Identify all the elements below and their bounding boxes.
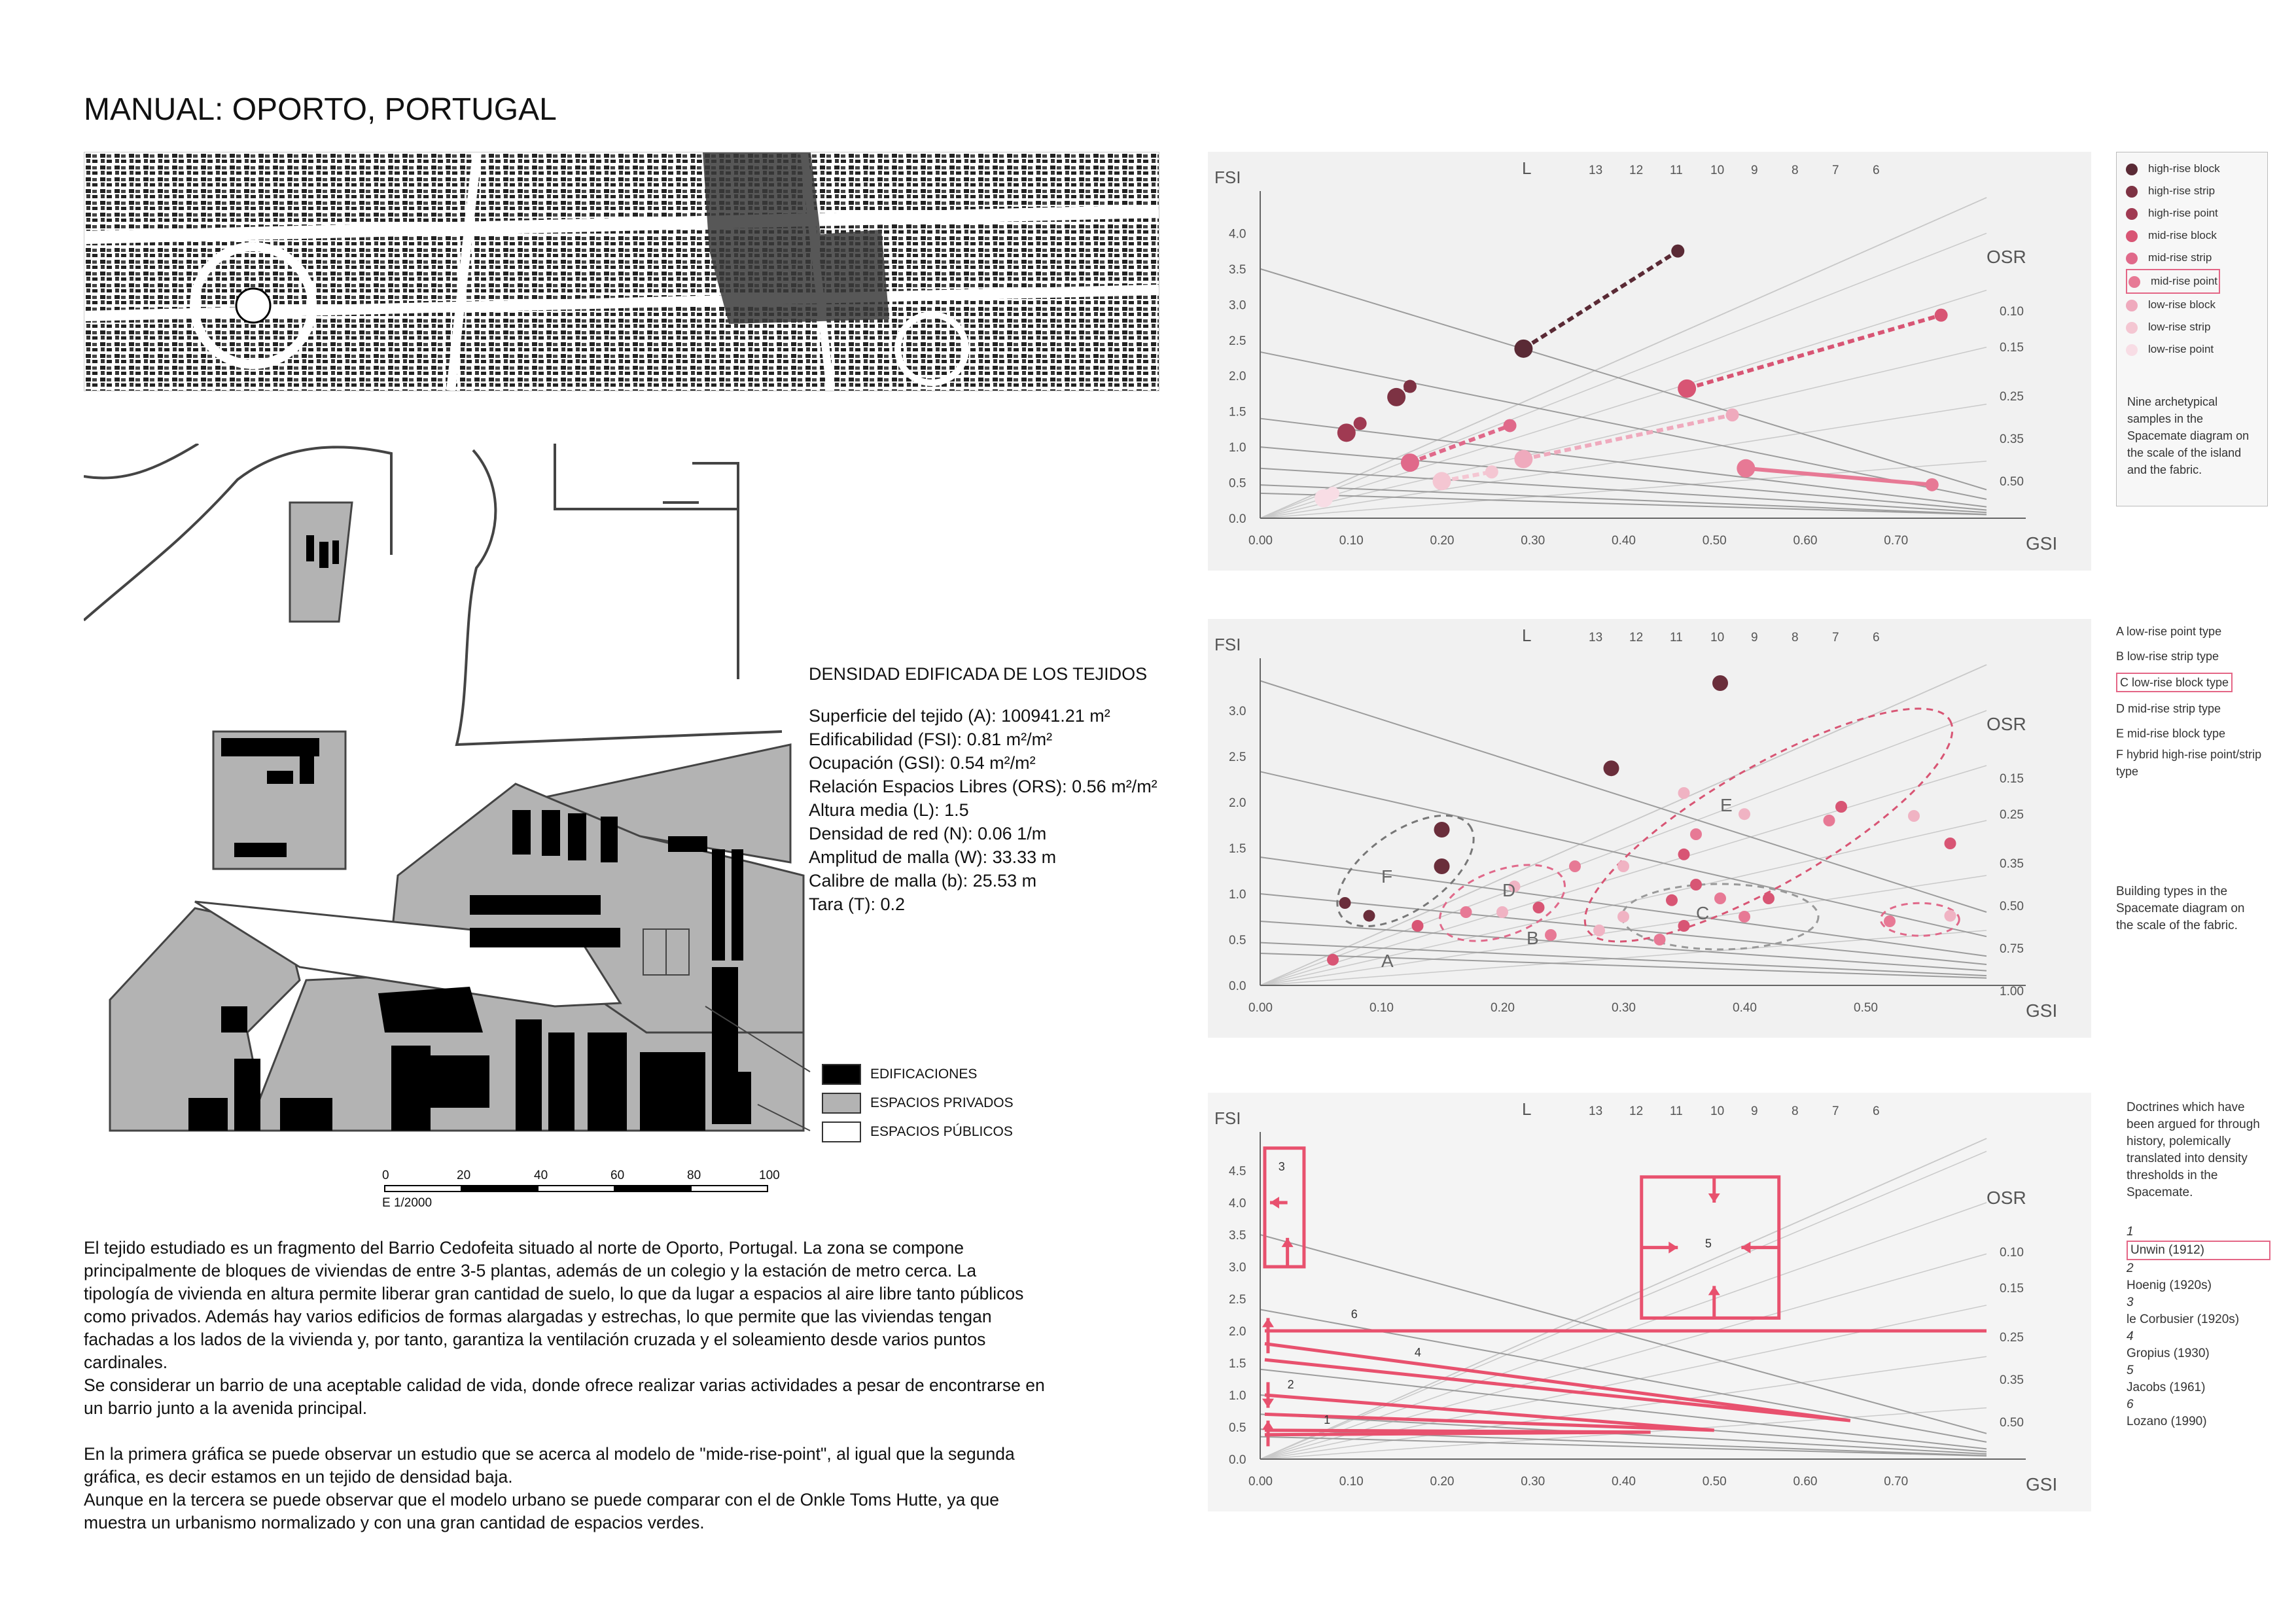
- description-paragraph: El tejido estudiado es un fragmento del Barrio Cedofeita situado al norte de Oporto, Portugal. La zona se compone principalmente de bloques de viviendas de entre 3-5 plantas, además de un colegio y la estación de metro cerca. La tipología de vivienda en altura permite liberar gran cantidad de suelo, lo que da lugar a espacios al aire libre tanto públicos como privados. Además hay varios edificios de formas alargadas y estrechas, lo que permite que las viviendas tengan fachadas a los lados de la vivienda y, por tanto, garantiza la ventilación cruzada y el soleamiento desde varios puntos cardinales.: [84, 1238, 1024, 1372]
- data-point: [1712, 675, 1728, 691]
- l-label: 8: [1792, 1104, 1799, 1118]
- density-line: Altura media (L): 1.5: [809, 800, 969, 820]
- legend-label: EDIFICACIONES: [870, 1067, 978, 1082]
- scale-tick: 60: [610, 1169, 625, 1182]
- y-tick-label: 1.0: [1229, 441, 1246, 455]
- data-point: [1354, 417, 1367, 430]
- threshold-shape: [1265, 1344, 1850, 1421]
- data-point: [1326, 487, 1339, 500]
- y-tick-label: 0.0: [1229, 512, 1246, 526]
- l-fan-line: [1260, 1152, 1987, 1459]
- spacemate-chart-1: [1208, 152, 2091, 571]
- osr-tick-label: 1.00: [2000, 985, 2024, 998]
- legend-label: ESPACIOS PÚBLICOS: [870, 1124, 1013, 1139]
- legend-label: high-rise strip: [2148, 185, 2216, 197]
- description-paragraph: Se considerar un barrio de una aceptable calidad de vida, donde ofrece realizar varias actividades a pesar de encontrarse en un barrio junto a la avenida principal.: [84, 1375, 1045, 1418]
- l-fan-line: [1260, 711, 1987, 985]
- osr-tick-label: 0.25: [2000, 390, 2024, 404]
- l-label: 8: [1792, 164, 1799, 177]
- osr-tick-label: 0.15: [2000, 341, 2024, 355]
- y-tick-label: 1.5: [1229, 1357, 1246, 1371]
- data-point: [1533, 902, 1545, 913]
- x-tick-label: 0.00: [1248, 534, 1273, 548]
- data-point: [1434, 822, 1450, 838]
- legend-entry: [2126, 294, 2220, 316]
- y-tick-label: 1.5: [1229, 842, 1246, 856]
- y-axis-label: FSI: [1214, 635, 1241, 654]
- chart2-note: Building types in the Spacemate diagram on the scale of the fabric.: [2116, 885, 2245, 932]
- legend-entry: B low-rise strip type: [2116, 650, 2219, 663]
- page-title: MANUAL: OPORTO, PORTUGAL: [84, 92, 557, 127]
- osr-axis-label: OSR: [1987, 714, 2026, 734]
- chart3-note: Doctrines which have been argued for through history, polemically translated into density thresholds in the Spacemate.: [2127, 1101, 2260, 1199]
- legend-entry: [2126, 269, 2220, 294]
- legend-entry: [2126, 247, 2220, 269]
- legend-label: ESPACIOS PRIVADOS: [870, 1095, 1014, 1110]
- doctrine-index: 1: [2127, 1225, 2134, 1239]
- density-line: Edificabilidad (FSI): 0.81 m²/m²: [809, 730, 1053, 749]
- legend-entry: [2126, 338, 2220, 361]
- osr-tick-label: 0.15: [2000, 1282, 2024, 1296]
- aerial-map: [84, 152, 1159, 391]
- data-point: [1545, 929, 1557, 941]
- legend-label: low-rise block: [2148, 298, 2216, 311]
- data-point: [1926, 478, 1939, 491]
- osr-tick-label: 0.15: [2000, 772, 2024, 786]
- legend-label: low-rise point: [2148, 343, 2214, 355]
- l-label: 7: [1832, 164, 1839, 177]
- data-point: [1739, 808, 1750, 820]
- legend-entry: A low-rise point type: [2116, 625, 2222, 638]
- osr-tick-label: 0.25: [2000, 808, 2024, 822]
- cluster-label: A: [1381, 951, 1394, 971]
- l-label: L: [1522, 626, 1532, 645]
- density-line: Relación Espacios Libres (ORS): 0.56 m²/m²: [809, 777, 1157, 796]
- x-tick-label: 0.20: [1430, 534, 1455, 548]
- data-point: [1737, 459, 1755, 478]
- l-label: 10: [1710, 1104, 1725, 1118]
- legend-marker: [2126, 300, 2138, 311]
- legend-entry: [2126, 224, 2220, 247]
- y-tick-label: 3.5: [1229, 1229, 1246, 1243]
- data-point: [1434, 858, 1450, 874]
- data-point: [1404, 380, 1417, 393]
- y-tick-label: 1.0: [1229, 888, 1246, 902]
- l-fan-line: [1260, 665, 1987, 985]
- legend-marker: [2126, 253, 2138, 264]
- chart3-legend-panel: [2127, 1099, 2277, 1453]
- l-label: 6: [1873, 164, 1880, 177]
- scale-tick: 20: [457, 1169, 471, 1182]
- x-tick-label: 0.70: [1884, 534, 1909, 548]
- l-label: 8: [1792, 631, 1799, 644]
- density-line: Densidad de red (N): 0.06 1/m: [809, 824, 1047, 843]
- l-fan-line: [1260, 1305, 1987, 1459]
- data-point: [1485, 465, 1498, 478]
- y-tick-label: 3.0: [1229, 298, 1246, 313]
- l-fan-line: [1260, 291, 1987, 518]
- x-axis-label: GSI: [2026, 533, 2058, 554]
- osr-tick-label: 0.50: [2000, 1416, 2024, 1430]
- x-tick-label: 0.40: [1612, 534, 1636, 548]
- osr-tick-label: 0.35: [2000, 432, 2024, 446]
- scale-tick: 100: [759, 1169, 780, 1182]
- l-label: 11: [1670, 631, 1683, 644]
- data-point: [1690, 879, 1702, 891]
- arrow-head: [1669, 1242, 1678, 1254]
- arrow-head: [1262, 1421, 1274, 1430]
- doctrine-number: 1: [1324, 1413, 1331, 1427]
- y-tick-label: 2.0: [1229, 796, 1246, 810]
- y-tick-label: 1.0: [1229, 1389, 1246, 1403]
- l-label: 7: [1832, 1104, 1839, 1118]
- y-tick-label: 0.0: [1229, 980, 1246, 993]
- osr-line: [1260, 953, 1987, 978]
- legend-swatch-white: [822, 1121, 861, 1142]
- data-point: [1824, 815, 1835, 826]
- data-point: [1496, 906, 1508, 918]
- series-line: [1746, 468, 1932, 485]
- data-point: [1678, 380, 1696, 398]
- density-line: Amplitud de malla (W): 33.33 m: [809, 847, 1057, 867]
- legend-buildings: [822, 1060, 1014, 1089]
- osr-axis-label: OSR: [1987, 1188, 2026, 1208]
- data-point: [1835, 801, 1847, 813]
- l-label: 13: [1589, 1104, 1603, 1118]
- legend-marker: [2126, 322, 2138, 334]
- x-tick-label: 0.40: [1612, 1475, 1636, 1489]
- legend-entry: C low-rise block type: [2116, 673, 2233, 692]
- data-point: [1617, 860, 1629, 872]
- doctrine-name: Jacobs (1961): [2127, 1381, 2206, 1394]
- osr-line: [1260, 468, 1987, 513]
- data-point: [1763, 892, 1775, 904]
- osr-line: [1260, 352, 1987, 499]
- data-point: [1714, 892, 1726, 904]
- data-point: [1514, 340, 1532, 358]
- doctrine-index: 2: [2127, 1262, 2134, 1275]
- data-point: [1690, 828, 1702, 840]
- data-point: [1654, 934, 1666, 945]
- legend-entry: D mid-rise strip type: [2116, 702, 2221, 715]
- legend-marker: [2126, 208, 2138, 220]
- l-fan-line: [1260, 766, 1987, 985]
- legend-label: mid-rise block: [2148, 229, 2217, 241]
- data-point: [1908, 810, 1920, 822]
- l-label: 7: [1832, 631, 1839, 644]
- doctrine-number: 2: [1287, 1378, 1294, 1392]
- arrow-head: [1708, 1286, 1720, 1295]
- cluster-label: B: [1527, 928, 1539, 948]
- legend-entry: [2126, 158, 2220, 180]
- legend-public: [822, 1118, 1014, 1146]
- data-point: [1604, 760, 1619, 776]
- l-label: 6: [1873, 631, 1880, 644]
- data-point: [1401, 453, 1419, 472]
- data-point: [1593, 925, 1605, 936]
- legend-label: mid-rise point: [2151, 275, 2218, 287]
- series-line: [1523, 251, 1678, 349]
- doctrine-number: 3: [1278, 1160, 1285, 1173]
- y-tick-label: 0.5: [1229, 476, 1246, 491]
- description-paragraph: En la primera gráfica se puede observar un estudio que se acerca al modelo de "mide-rise-point", al igual que la segunda gráfica, es decir estamos en un tejido de densidad baja.: [84, 1444, 1015, 1487]
- cluster-label: C: [1696, 903, 1710, 924]
- y-tick-label: 0.0: [1229, 1453, 1246, 1467]
- l-label: L: [1522, 1099, 1532, 1119]
- legend-marker: [2126, 186, 2138, 198]
- data-point: [1327, 954, 1339, 966]
- density-line: Ocupación (GSI): 0.54 m²/m²: [809, 753, 1036, 773]
- doctrine-name: Gropius (1930): [2127, 1347, 2210, 1360]
- x-tick-label: 0.60: [1793, 1475, 1818, 1489]
- scale-tick: 0: [382, 1169, 389, 1182]
- data-point: [1678, 920, 1690, 932]
- x-tick-label: 0.40: [1733, 1001, 1757, 1015]
- spacemate-chart-3: [1208, 1093, 2091, 1511]
- x-tick-label: 0.00: [1248, 1475, 1273, 1489]
- x-axis-label: GSI: [2026, 1000, 2058, 1021]
- doctrine-index: 3: [2127, 1296, 2134, 1309]
- l-fan-line: [1260, 347, 1987, 518]
- l-label: L: [1522, 158, 1532, 178]
- chart1-legend: [2126, 158, 2220, 361]
- data-point: [1617, 911, 1629, 923]
- osr-tick-label: 0.75: [2000, 942, 2024, 956]
- density-line: Calibre de malla (b): 25.53 m: [809, 871, 1037, 891]
- legend-label: low-rise strip: [2148, 321, 2211, 333]
- y-tick-label: 4.0: [1229, 1197, 1246, 1210]
- l-label: 13: [1589, 164, 1603, 177]
- data-point: [1412, 920, 1424, 932]
- x-tick-label: 0.50: [1702, 1475, 1727, 1489]
- doctrine-index: 6: [2127, 1398, 2134, 1411]
- y-tick-label: 0.5: [1229, 1421, 1246, 1435]
- data-point: [1678, 849, 1690, 860]
- data-point: [1935, 309, 1948, 322]
- chart3-legend: [2127, 1224, 2270, 1430]
- data-point: [1364, 910, 1375, 922]
- legend-swatch-black: [822, 1064, 861, 1085]
- x-tick-label: 0.10: [1369, 1001, 1394, 1015]
- data-point: [1514, 450, 1532, 468]
- legend-marker: [2126, 344, 2138, 356]
- osr-line: [1260, 419, 1987, 507]
- l-fan-line: [1260, 821, 1987, 985]
- doctrine-name: Lozano (1990): [2127, 1415, 2207, 1428]
- l-label: 10: [1710, 631, 1725, 644]
- x-tick-label: 0.30: [1612, 1001, 1636, 1015]
- l-label: 12: [1629, 631, 1644, 644]
- arrow-head: [1708, 1193, 1720, 1203]
- map-legend: [822, 1060, 1014, 1146]
- scale-label: E 1/2000: [382, 1196, 433, 1210]
- legend-marker: [2128, 276, 2140, 288]
- osr-line: [1260, 1369, 1987, 1449]
- legend-entry: [2126, 316, 2220, 338]
- legend-label: high-rise point: [2148, 207, 2218, 219]
- scale-tick: 80: [687, 1169, 701, 1182]
- x-tick-label: 0.20: [1430, 1475, 1455, 1489]
- data-point: [1504, 419, 1517, 432]
- site-plan: [84, 444, 817, 1139]
- l-label: 9: [1751, 631, 1758, 644]
- series-line: [1687, 315, 1941, 389]
- x-tick-label: 0.70: [1884, 1475, 1909, 1489]
- y-tick-label: 3.0: [1229, 705, 1246, 718]
- cluster-outline: [1318, 794, 1492, 948]
- y-tick-label: 2.5: [1229, 1293, 1246, 1307]
- arrow-head: [1262, 1399, 1274, 1408]
- l-label: 6: [1873, 1104, 1880, 1118]
- chart1-legend-panel: [2116, 152, 2268, 506]
- cluster-label: E: [1720, 795, 1733, 815]
- cluster-label: F: [1381, 866, 1393, 887]
- l-fan-line: [1260, 1139, 1987, 1459]
- x-tick-label: 0.50: [1702, 534, 1727, 548]
- y-tick-label: 2.0: [1229, 370, 1246, 384]
- doctrine-number: 4: [1414, 1346, 1421, 1360]
- osr-line: [1260, 493, 1987, 515]
- spacemate-chart-2: [1208, 619, 2091, 1038]
- legend-swatch-grey: [822, 1093, 861, 1114]
- data-point: [1387, 388, 1405, 406]
- osr-axis-label: OSR: [1987, 247, 2026, 267]
- osr-tick-label: 0.35: [2000, 857, 2024, 871]
- osr-line: [1260, 1437, 1987, 1456]
- data-point: [1739, 911, 1750, 923]
- description-paragraph: Aunque en la tercera se puede observar que el modelo urbano se puede comparar con el de Onkle Toms Hutte, ya que muestra un urbanismo normalizado y con una gran cantidad de espacios verdes.: [84, 1490, 1000, 1532]
- density-line: Tara (T): 0.2: [809, 894, 906, 914]
- y-axis-label: FSI: [1214, 168, 1241, 187]
- l-label: 10: [1710, 164, 1725, 177]
- y-tick-label: 3.0: [1229, 1261, 1246, 1275]
- y-tick-label: 0.5: [1229, 934, 1246, 947]
- y-tick-label: 4.5: [1229, 1165, 1246, 1178]
- y-tick-label: 2.0: [1229, 1325, 1246, 1339]
- series-line: [1523, 415, 1732, 459]
- chart2-legend: [2116, 619, 2273, 780]
- x-axis-label: GSI: [2026, 1474, 2058, 1494]
- data-point: [1726, 408, 1739, 421]
- x-tick-label: 0.50: [1854, 1001, 1878, 1015]
- x-tick-label: 0.30: [1521, 534, 1545, 548]
- legend-marker: [2126, 230, 2138, 242]
- density-panel: [809, 662, 1188, 916]
- x-tick-label: 0.30: [1521, 1475, 1545, 1489]
- l-fan-line: [1260, 875, 1987, 985]
- scale-bar: [382, 1171, 788, 1210]
- data-point: [1671, 245, 1684, 258]
- data-point: [1666, 894, 1678, 906]
- cluster-outline: [1558, 669, 1979, 981]
- osr-tick-label: 0.25: [2000, 1331, 2024, 1345]
- y-tick-label: 2.5: [1229, 334, 1246, 348]
- arrow-head: [1262, 1318, 1274, 1327]
- legend-entry: E mid-rise block type: [2116, 727, 2226, 740]
- osr-tick-label: 0.50: [2000, 475, 2024, 489]
- l-label: 9: [1751, 164, 1758, 177]
- y-axis-label: FSI: [1214, 1108, 1241, 1128]
- legend-private: [822, 1089, 1014, 1118]
- doctrine-name: le Corbusier (1920s): [2127, 1313, 2240, 1326]
- description: [84, 1237, 1046, 1557]
- doctrine-number: 6: [1351, 1307, 1358, 1321]
- osr-tick-label: 0.10: [2000, 305, 2024, 319]
- scale-tick: 40: [534, 1169, 548, 1182]
- y-tick-label: 1.5: [1229, 405, 1246, 419]
- osr-line: [1260, 943, 1987, 976]
- data-point: [1945, 910, 1956, 922]
- x-tick-label: 0.10: [1339, 534, 1364, 548]
- data-point: [1337, 423, 1356, 442]
- l-label: 13: [1589, 631, 1603, 644]
- arrow-head: [1741, 1242, 1750, 1254]
- doctrine-number: 5: [1704, 1237, 1712, 1250]
- arrow-head: [1282, 1238, 1294, 1247]
- y-tick-label: 4.0: [1229, 227, 1246, 241]
- data-point: [1884, 915, 1896, 927]
- cluster-label: D: [1502, 880, 1516, 901]
- x-tick-label: 0.00: [1248, 1001, 1273, 1015]
- doctrine-name: Unwin (1912): [2127, 1241, 2270, 1260]
- osr-tick-label: 0.50: [2000, 900, 2024, 913]
- legend-entry: [2126, 202, 2220, 224]
- legend-label: mid-rise strip: [2148, 251, 2212, 264]
- l-fan-line: [1260, 930, 1987, 985]
- arrow-head: [1270, 1197, 1279, 1209]
- doctrine-index: 5: [2127, 1364, 2134, 1377]
- l-label: 9: [1751, 1104, 1758, 1118]
- legend-label: high-rise block: [2148, 162, 2220, 175]
- x-tick-label: 0.60: [1793, 534, 1818, 548]
- osr-tick-label: 0.35: [2000, 1373, 2024, 1387]
- data-point: [1678, 787, 1690, 799]
- data-point: [1339, 897, 1351, 909]
- legend-marker: [2126, 164, 2138, 175]
- data-point: [1433, 472, 1451, 490]
- doctrine-index: 4: [2127, 1330, 2134, 1343]
- y-tick-label: 2.5: [1229, 750, 1246, 764]
- chart1-note: Nine archetypical samples in the Spacemate diagram on the scale of the island and the fabric.: [2127, 395, 2250, 476]
- x-tick-label: 0.20: [1491, 1001, 1515, 1015]
- y-tick-label: 3.5: [1229, 262, 1246, 277]
- legend-entry: [2126, 180, 2220, 202]
- data-point: [1569, 860, 1581, 872]
- legend-entry: F hybrid high-rise point/strip type: [2116, 748, 2262, 778]
- data-point: [1460, 906, 1472, 918]
- data-point: [1945, 838, 1956, 849]
- osr-tick-label: 0.10: [2000, 1246, 2024, 1260]
- chart2-legend-panel: [2116, 619, 2273, 959]
- density-heading: DENSIDAD EDIFICADA DE LOS TEJIDOS: [809, 664, 1148, 684]
- doctrine-name: Hoenig (1920s): [2127, 1279, 2212, 1292]
- l-label: 12: [1629, 164, 1644, 177]
- l-label: 12: [1629, 1104, 1644, 1118]
- x-tick-label: 0.10: [1339, 1475, 1364, 1489]
- density-line: Superficie del tejido (A): 100941.21 m²: [809, 706, 1110, 726]
- l-label: 11: [1670, 1104, 1683, 1118]
- l-label: 11: [1670, 164, 1683, 177]
